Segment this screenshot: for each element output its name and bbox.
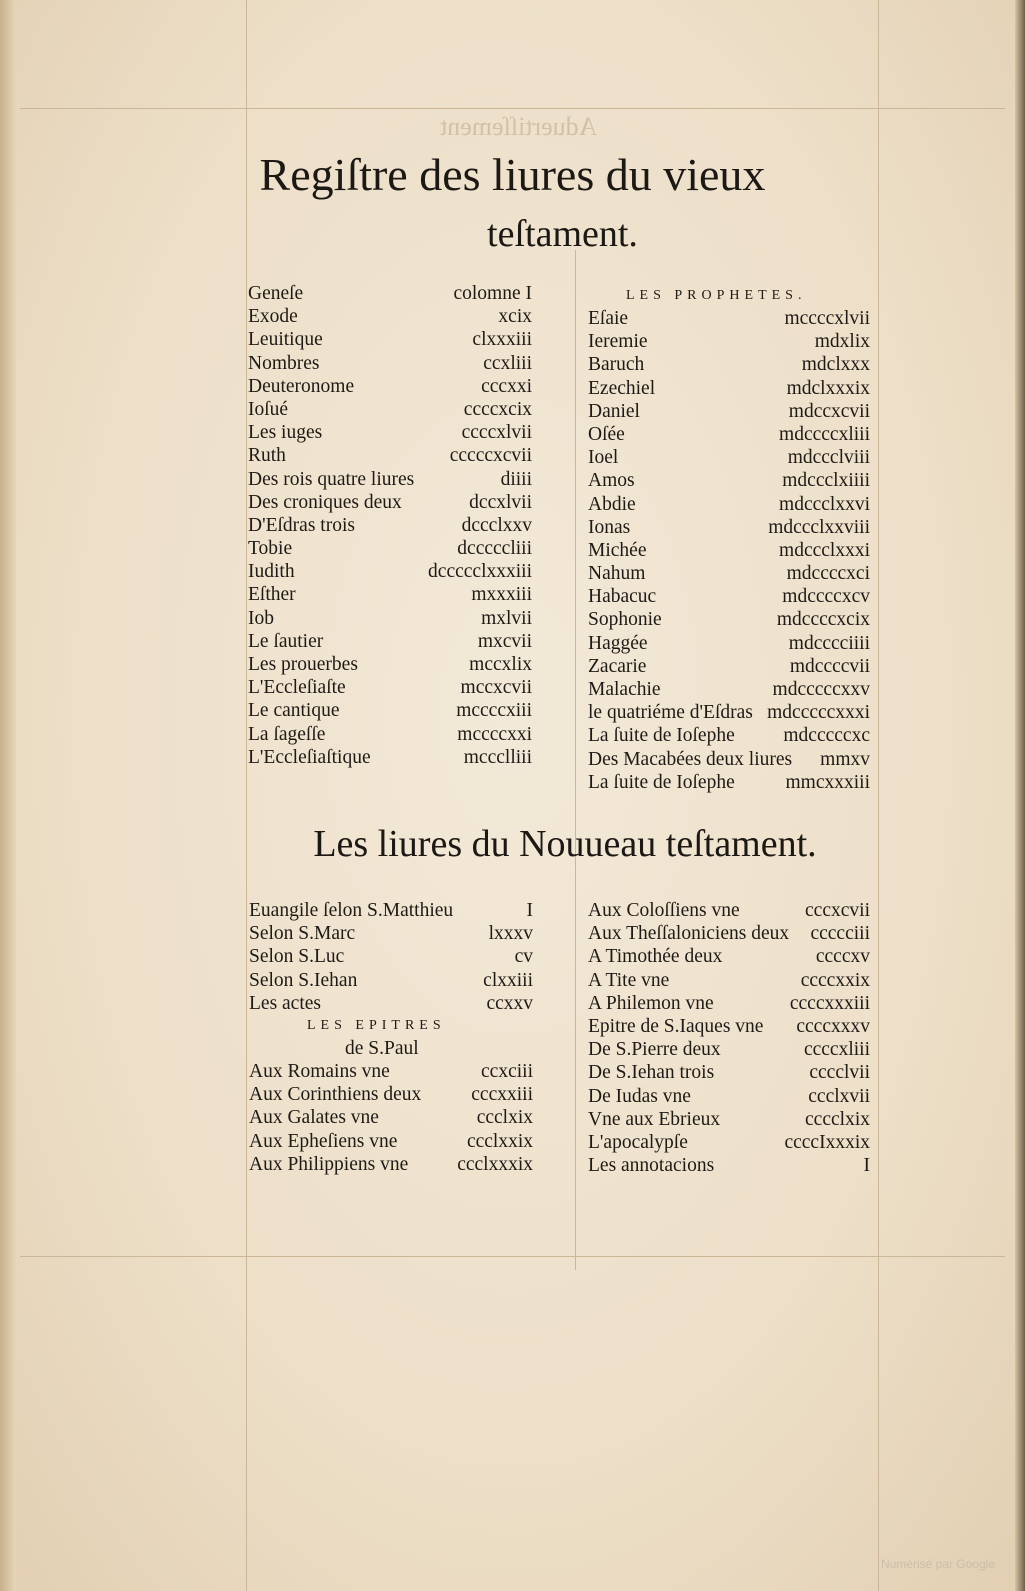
column-number: cccxcvii — [805, 900, 870, 921]
book-name: Haggée — [588, 632, 648, 654]
list-item — [248, 421, 532, 444]
list-item — [588, 945, 870, 968]
column-number: mdccclxxvi — [779, 493, 870, 515]
column-number: mmcxxxiii — [785, 771, 870, 793]
list-item — [588, 446, 870, 469]
list-item — [588, 1131, 870, 1154]
column-number: mdclxxx — [801, 354, 870, 376]
list-item — [249, 1106, 533, 1129]
list-item — [249, 1153, 533, 1176]
column-number: xcix — [498, 306, 532, 328]
column-number: mxcvii — [477, 630, 532, 652]
list-item — [588, 724, 870, 747]
epitres-subheading: de S.Paul — [345, 1037, 419, 1059]
column-number: mxlvii — [481, 607, 532, 629]
column-number: mxxxiii — [471, 584, 532, 606]
book-name: Aux Theſſaloniciens deux — [588, 923, 790, 945]
old-testament-left-list — [248, 282, 532, 769]
column-number: ccccxxxv — [796, 1015, 870, 1037]
book-name: Habacuc — [588, 586, 657, 608]
book-name: Aux Corinthiens deux — [249, 1084, 422, 1106]
list-item — [248, 491, 532, 514]
new-testament-left-list — [249, 899, 533, 1176]
list-item — [249, 969, 533, 992]
list-item — [248, 328, 532, 351]
column-number: ccccxcix — [463, 398, 532, 420]
list-item — [249, 899, 533, 922]
column-number: mdccccxci — [786, 563, 870, 585]
list-item — [249, 922, 533, 945]
book-name: Vne aux Ebrieux — [588, 1108, 721, 1130]
column-number: dcccccliii — [457, 538, 532, 560]
book-name: La ſuite de Ioſephe — [588, 771, 735, 793]
book-name: Michée — [588, 539, 647, 561]
column-number: ccxxv — [486, 992, 533, 1014]
book-name: Iudith — [248, 561, 295, 583]
column-number: ccccxlvii — [461, 422, 532, 444]
column-number: mccccxxi — [457, 723, 532, 745]
bleed-through-text: Aduertiſſement — [440, 112, 598, 141]
list-item — [248, 746, 532, 769]
page-title-line2: teſtament. — [487, 213, 638, 255]
column-number: mdcccccxxxi — [767, 702, 870, 724]
book-name: Eſther — [248, 584, 296, 606]
column-number: mdccccvii — [789, 655, 870, 677]
column-number: ccclxxix — [466, 1130, 533, 1152]
old-testament-right-list — [588, 284, 870, 794]
list-item — [588, 748, 870, 771]
list-item — [588, 516, 870, 539]
list-item — [248, 375, 532, 398]
book-name: Amos — [588, 470, 635, 492]
list-item — [588, 969, 870, 992]
book-name: De Iudas vne — [588, 1085, 691, 1107]
list-item — [588, 400, 870, 423]
book-name: A Timothée deux — [588, 946, 723, 968]
new-testament-right-list — [588, 899, 870, 1177]
list-item — [249, 945, 533, 968]
book-name: Baruch — [588, 354, 645, 376]
column-number: ccclxix — [476, 1107, 533, 1129]
epitres-heading: LES EPITRES — [307, 1017, 446, 1033]
list-item — [588, 353, 870, 376]
list-item — [248, 444, 532, 467]
list-item — [588, 562, 870, 585]
book-name: De S.Iehan trois — [588, 1062, 715, 1084]
book-name: Ionas — [588, 516, 631, 538]
column-number: clxxxiii — [472, 329, 532, 351]
book-name: Des croniques deux — [248, 491, 402, 513]
column-number: dccclxxv — [461, 514, 532, 536]
column-number: cccxxi — [481, 375, 532, 397]
book-name: Oſée — [588, 423, 625, 445]
list-item — [588, 922, 870, 945]
column-number: cccclvii — [809, 1062, 870, 1084]
column-number: mccccxlvii — [784, 308, 870, 329]
column-number: ccccxv — [815, 946, 870, 968]
book-name: Les actes — [249, 992, 322, 1014]
list-item — [248, 305, 532, 328]
book-name: De S.Pierre deux — [588, 1039, 721, 1061]
column-number: mdccxcvii — [788, 400, 870, 422]
book-name: A Philemon vne — [588, 992, 714, 1014]
list-item — [248, 468, 532, 491]
list-item — [588, 1108, 870, 1131]
book-name: Ioſué — [248, 398, 289, 420]
list-item — [588, 1038, 870, 1061]
book-name: Epitre de S.Iaques vne — [588, 1015, 764, 1037]
list-item — [248, 723, 532, 746]
list-item — [588, 992, 870, 1015]
book-name: Le cantique — [248, 700, 340, 722]
new-testament-heading: Les liures du Nouueau teſtament. — [313, 823, 817, 865]
column-number: mdcccccxxv — [772, 679, 870, 700]
book-name: A Tite vne — [588, 969, 670, 991]
column-number: mccccxiii — [456, 700, 532, 722]
book-name: L'Eccleſiaſtique — [248, 746, 371, 768]
column-number: mccxcvii — [460, 677, 532, 699]
rule-top — [20, 108, 1005, 109]
column-number: ccxliii — [483, 352, 532, 374]
book-name: Nombres — [248, 352, 320, 374]
book-name: le quatriéme d'Eſdras — [588, 702, 753, 724]
book-name: Les annotacions — [588, 1155, 715, 1177]
list-item — [248, 560, 532, 583]
column-number: mdccclxiiii — [782, 470, 870, 492]
book-name: Exode — [248, 306, 298, 328]
list-item — [588, 377, 870, 400]
rule-center-column — [575, 250, 576, 1270]
prophets-heading: LES PROPHETES. — [626, 288, 807, 303]
book-name: Aux Epheſiens vne — [249, 1130, 398, 1152]
book-name: Selon S.Marc — [249, 923, 356, 945]
book-name: Tobie — [248, 538, 293, 560]
column-number: lxxxv — [488, 923, 533, 945]
column-number: cccclxix — [805, 1108, 870, 1130]
list-item — [588, 423, 870, 446]
column-number: diiii — [500, 468, 532, 490]
book-name: Leuitique — [248, 329, 323, 351]
list-item — [248, 583, 532, 606]
column-number: ccccxxix — [800, 969, 870, 991]
column-number: mdcccciiii — [788, 632, 870, 654]
book-name: Aux Galates vne — [249, 1107, 379, 1129]
column-number: mdccccxcix — [776, 609, 870, 631]
column-number: mccclliii — [463, 746, 532, 768]
page-title-line1: Regiſtre des liures du vieux — [259, 149, 766, 200]
column-number: mdccclxxxi — [779, 539, 870, 561]
list-item — [249, 1130, 533, 1153]
column-number: mdccclxxviii — [768, 516, 870, 538]
list-item — [248, 699, 532, 722]
book-name: Ruth — [248, 445, 286, 467]
column-number: ccclxvii — [808, 1085, 870, 1107]
column-number: clxxiii — [483, 969, 533, 991]
list-item — [588, 585, 870, 608]
list-item — [248, 282, 532, 305]
book-name: Selon S.Luc — [249, 946, 345, 968]
digitization-watermark: Numérisé par Google — [880, 1557, 995, 1571]
book-name: Ioel — [588, 447, 619, 469]
book-name: La ſuite de Ioſephe — [588, 725, 735, 747]
list-item — [588, 1085, 870, 1108]
book-name: Nahum — [588, 563, 646, 585]
column-number: mdccclviii — [787, 447, 870, 469]
column-number: ccccxliii — [803, 1039, 870, 1061]
list-item — [248, 676, 532, 699]
book-name: La ſageſſe — [248, 723, 326, 745]
book-name: Daniel — [588, 400, 640, 422]
book-name: Des rois quatre liures — [248, 468, 415, 490]
list-item — [249, 1083, 533, 1106]
list-item — [588, 539, 870, 562]
column-number: ccxciii — [481, 1060, 533, 1082]
column-number: cv — [514, 946, 533, 968]
column-number: ccccxxxiii — [789, 992, 870, 1014]
book-name: Aux Philippiens vne — [249, 1153, 409, 1175]
book-name: Geneſe — [248, 283, 304, 304]
book-name: Aux Coloſſiens vne — [588, 900, 740, 921]
list-item — [588, 632, 870, 655]
list-item — [588, 655, 870, 678]
column-number: mdxlix — [814, 331, 870, 353]
column-number: I — [526, 900, 533, 921]
column-number: mdccccxliii — [779, 423, 870, 445]
column-number: ccccIxxxix — [784, 1131, 870, 1153]
list-item — [248, 398, 532, 421]
list-item — [248, 514, 532, 537]
column-number: colomne I — [453, 283, 532, 304]
list-item — [588, 469, 870, 492]
column-number: dccccclxxxiii — [428, 561, 532, 583]
column-number: mmxv — [820, 748, 870, 770]
book-name: Aux Romains vne — [249, 1060, 390, 1082]
list-item — [588, 307, 870, 330]
column-number: mdccccxcv — [782, 586, 870, 608]
book-name: Eſaie — [588, 308, 629, 329]
book-name: D'Eſdras trois — [248, 514, 355, 536]
book-name: Des Macabées deux liures — [588, 748, 793, 770]
column-number: I — [863, 1155, 870, 1177]
list-item — [588, 1061, 870, 1084]
list-item — [588, 330, 870, 353]
list-item — [588, 678, 870, 701]
book-name: Deuteronome — [248, 375, 355, 397]
list-item — [588, 493, 870, 516]
list-item — [249, 992, 533, 1015]
book-name: Euangile ſelon S.Matthieu — [249, 900, 454, 921]
column-number: mdclxxxix — [786, 377, 870, 399]
book-name: Le ſautier — [248, 630, 324, 652]
book-name: Zacarie — [588, 655, 647, 677]
column-number: mccxlix — [469, 654, 532, 675]
list-item — [588, 608, 870, 631]
column-number: mdcccccxc — [783, 725, 870, 747]
list-item — [248, 537, 532, 560]
list-item — [248, 607, 532, 630]
book-name: Abdie — [588, 493, 636, 515]
book-name: Malachie — [588, 679, 661, 700]
book-name: Ezechiel — [588, 377, 656, 399]
list-item — [588, 701, 870, 724]
column-number: ccccciii — [810, 923, 870, 945]
column-number: dccxlvii — [469, 491, 532, 513]
column-number: cccccxcvii — [449, 445, 532, 467]
list-item — [588, 899, 870, 922]
book-name: L'Eccleſiaſte — [248, 677, 346, 699]
list-item — [588, 1154, 870, 1177]
list-item — [248, 630, 532, 653]
book-name: Selon S.Iehan — [249, 969, 358, 991]
book-name: Ieremie — [588, 331, 648, 353]
book-name: Sophonie — [588, 609, 662, 631]
column-number: ccclxxxix — [457, 1153, 533, 1175]
rule-bottom — [20, 1256, 1005, 1257]
list-item — [588, 771, 870, 794]
book-name: L'apocalypſe — [588, 1131, 688, 1153]
book-name: Les iuges — [248, 422, 323, 444]
column-number: cccxxiii — [471, 1084, 533, 1106]
book-name: Les prouerbes — [248, 654, 358, 675]
list-item — [248, 352, 532, 375]
list-item — [588, 1015, 870, 1038]
list-item — [248, 653, 532, 676]
list-item — [249, 1060, 533, 1083]
book-name: Iob — [248, 607, 274, 629]
